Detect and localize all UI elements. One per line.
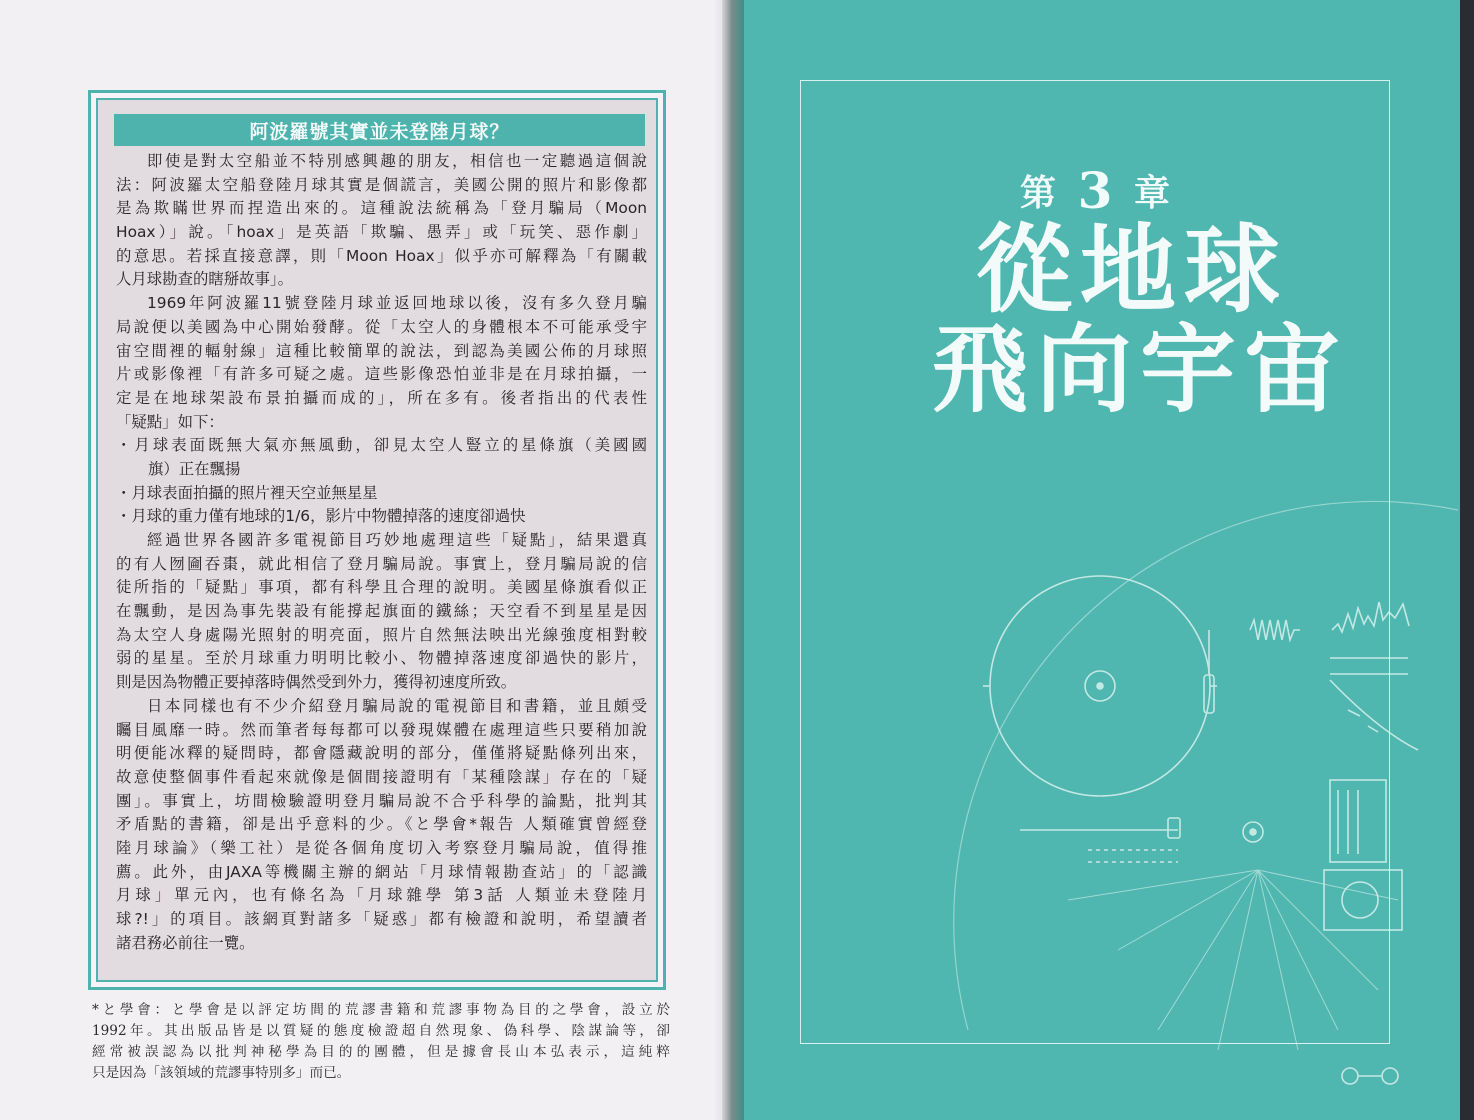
- footnote-line: *と學會：と學會是以評定坊間的荒謬書籍和荒謬事物為目的之學會，設立於: [92, 1002, 670, 1018]
- body-text-line: ・月球表面拍攝的照片裡天空並無星星: [116, 483, 378, 502]
- body-text-line: 球?!」的項目。該網頁對諸多「疑惑」都有檢證和說明，希望讀者: [116, 910, 647, 928]
- body-text-line: 局說便以美國為中心開始發酵。從「太空人的身體根本不可能承受宇: [116, 317, 647, 336]
- body-text-line: 即使是對太空船並不特別感興趣的朋友，相信也一定聽過這個說: [147, 152, 647, 170]
- footnote-line: 只是因為「該領域的荒謬事特別多」而已。: [92, 1065, 351, 1081]
- body-text-line: 人月球勘查的瞎掰故事」。: [116, 270, 293, 289]
- body-text-line: 團」。事實上，坊間檢驗證明登月騙局說不合乎科學的論點，批判其: [116, 791, 647, 810]
- body-text-line: ・月球表面既無大氣亦無風動，卻見太空人豎立的星條旗（美國國: [116, 436, 647, 455]
- chapter-digit: 3: [1077, 160, 1113, 220]
- body-text-line: 弱的星星。至於月球重力明明比較小、物體掉落速度卻過快的影片，: [116, 649, 647, 668]
- body-text-line: 徒所指的「疑點」事項，都有科學且合理的說明。美國星條旗看似正: [116, 578, 647, 597]
- box-body-text: [116, 150, 647, 955]
- body-text-line: 法：阿波羅太空船登陸月球其實是個謊言，美國公開的照片和影像都: [116, 175, 647, 194]
- chapter-prefix: 第: [1020, 171, 1057, 214]
- body-text-line: 「疑點」如下：: [116, 412, 224, 431]
- body-text-line: 的有人囫圇吞棗，就此相信了登月騙局說。事實上，登月騙局說的信: [116, 554, 647, 573]
- body-text-line: 矚目風靡一時。然而筆者每每都可以發現媒體在處理這些只要稍加說: [116, 720, 647, 739]
- body-text-line: 矛盾點的書籍，卻是出乎意料的少。《と學會*報告 人類確實曾經登: [116, 815, 647, 834]
- body-text-line: 經過世界各國許多電視節目巧妙地處理這些「疑點」，結果還真: [147, 531, 647, 549]
- body-text-line: 1969年阿波羅11號登陸月球並返回地球以後，沒有多久登月騙: [147, 294, 647, 313]
- footnote-line: 1992年。其出版品皆是以質疑的態度檢證超自然現象、偽科學、陰謀論等，卻: [92, 1023, 670, 1039]
- body-text-line: ・月球的重力僅有地球的1/6，影片中物體掉落的速度卻過快: [116, 507, 526, 526]
- body-text-line: 明便能冰釋的疑問時，都會隱藏說明的部分，僅僅將疑點條列出來，: [116, 744, 647, 763]
- body-text-line: Hoax）」說。「hoax」是英語「欺騙、愚弄」或「玩笑、惡作劇」: [116, 223, 647, 242]
- body-text-line: 定是在地球架設布景拍攝而成的」，所在多有。後者指出的代表性: [116, 388, 647, 407]
- body-text-line: 片或影像裡「有許多可疑之處。這些影像恐怕並非是在月球拍攝，一: [116, 365, 647, 384]
- body-text-line: 月球」單元內，也有條名為「月球雜學 第3話 人類並未登陸月: [116, 886, 647, 905]
- body-text-line: 的意思。若採直接意譯，則「Moon Hoax」似乎亦可解釋為「有關載: [116, 246, 647, 265]
- body-text-line: 為太空人身處陽光照射的明亮面，照片自然無法映出光線強度相對較: [116, 625, 647, 644]
- body-text-line: 陸月球論》（樂工社）是從各個角度切入考察登月騙局說，值得推: [116, 838, 647, 857]
- footnote: [92, 1000, 670, 1084]
- footnote-line: 經常被誤認為以批判神秘學為目的的團體，但是據會長山本弘表示，這純粹: [92, 1044, 670, 1060]
- body-text-line: 旗）正在飄揚: [148, 459, 241, 478]
- body-text-line: 日本同樣也有不少介紹登月騙局說的電視節目和書籍，並且頗受: [147, 696, 647, 715]
- body-text-line: 在飄動，是因為事先裝設有能撐起旗面的鐵絲；天空看不到星星是因: [116, 602, 647, 621]
- golden-record-illustration: [738, 430, 1462, 1090]
- body-text-line: 則是因為物體正要掉落時偶然受到外力，獲得初速度所致。: [116, 673, 517, 692]
- body-text-line: 是為欺瞞世界而捏造出來的。這種說法統稱為「登月騙局（Moon: [116, 199, 647, 218]
- chapter-title-line1: 從地球: [976, 214, 1288, 326]
- box-title: 阿波羅號其實並未登陸月球？: [114, 114, 645, 146]
- chapter-number: [1020, 160, 1170, 220]
- chapter-suffix: 章: [1133, 171, 1170, 214]
- body-text-line: 薦。此外，由JAXA等機關主辦的網站「月球情報勘查站」的「認識: [116, 862, 647, 881]
- body-text-line: 宙空間裡的輻射線」這種比較簡單的說法，到認為美國公佈的月球照: [116, 341, 647, 360]
- chapter-title-line2: 飛向宇宙: [932, 314, 1348, 426]
- body-text-line: 故意使整個事件看起來就像是個間接證明有「某種陰謀」存在的「疑: [116, 767, 647, 786]
- body-text-line: 諸君務必前往一覽。: [116, 933, 255, 952]
